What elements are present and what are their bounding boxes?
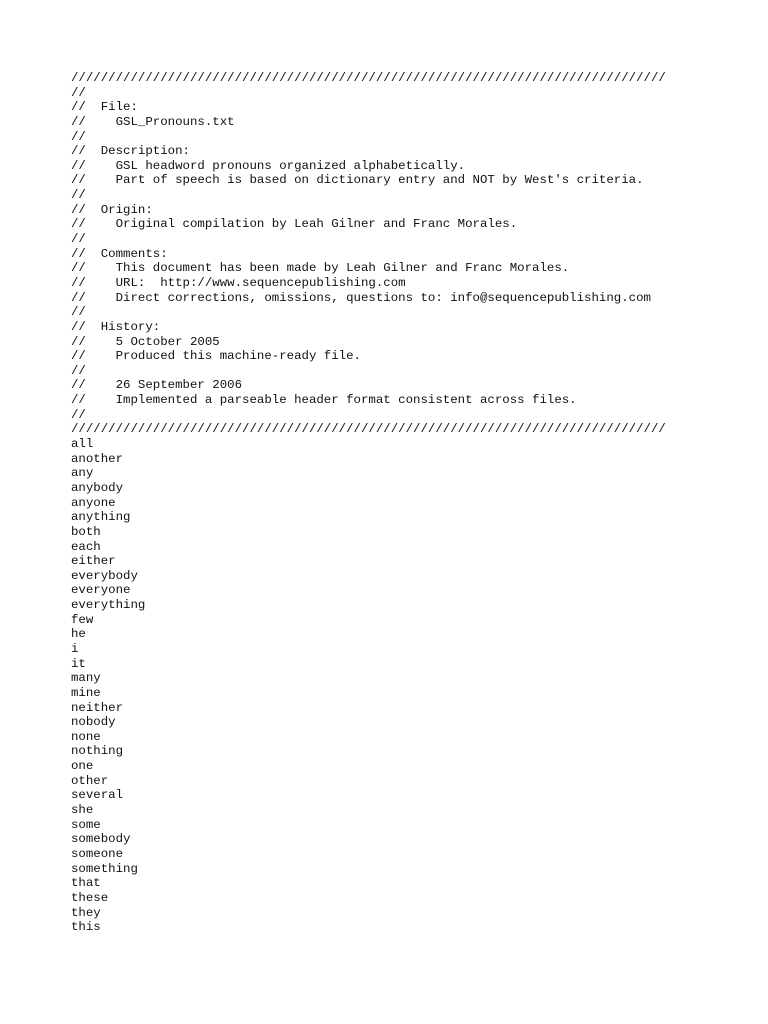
pronoun-entry: everyone (71, 583, 131, 598)
pronoun-entry: these (71, 890, 109, 905)
pronoun-entry: anybody (71, 480, 124, 495)
pronoun-entry: that (71, 876, 101, 891)
header-line: // (71, 407, 86, 422)
header-line: // Description: (71, 144, 190, 159)
header-line: // 5 October 2005 (71, 334, 220, 349)
header-line: // Implemented a parseable header format consistent across files. (71, 393, 577, 408)
pronoun-entry: everything (71, 598, 146, 613)
header-line: // URL: http://www.sequencepublishing.com (71, 275, 406, 290)
header-line: //////////////////////////////////////////////////////////////////////////////// (71, 71, 666, 85)
pronoun-entry: some (71, 817, 101, 832)
pronoun-entry: something (71, 861, 138, 876)
pronoun-entry: other (71, 773, 109, 788)
header-line: // Part of speech is based on dictionary entry and NOT by West's criteria. (71, 173, 644, 188)
header-line: // File: (71, 100, 138, 115)
pronoun-entry: somebody (71, 832, 131, 847)
pronoun-entry: both (71, 524, 101, 539)
header-line: // Produced this machine-ready file. (71, 349, 361, 364)
file-header (71, 71, 751, 437)
header-line: // (71, 85, 86, 100)
header-line: // (71, 232, 86, 247)
header-line: // Comments: (71, 246, 168, 261)
pronoun-list (71, 437, 751, 935)
pronoun-entry: this (71, 920, 101, 935)
pronoun-entry: everybody (71, 568, 138, 583)
pronoun-entry: he (71, 627, 86, 642)
pronoun-entry: all (71, 437, 94, 452)
pronoun-entry: several (71, 788, 124, 803)
header-line: // (71, 305, 86, 320)
header-line: // This document has been made by Leah Gilner and Franc Morales. (71, 261, 570, 276)
document-page (71, 71, 751, 935)
pronoun-entry: nobody (71, 715, 116, 730)
pronoun-entry: they (71, 905, 101, 920)
header-line: // (71, 188, 86, 203)
header-line: // Direct corrections, omissions, questions to: info@sequencepublishing.com (71, 290, 651, 305)
header-line: //////////////////////////////////////////////////////////////////////////////// (71, 422, 666, 437)
pronoun-entry: one (71, 759, 94, 774)
pronoun-entry: none (71, 729, 101, 744)
pronoun-entry: mine (71, 685, 101, 700)
header-line: // 26 September 2006 (71, 378, 243, 393)
pronoun-entry: someone (71, 846, 124, 861)
header-line: // GSL_Pronouns.txt (71, 114, 235, 129)
pronoun-entry: neither (71, 700, 124, 715)
header-line: // Original compilation by Leah Gilner and Franc Morales. (71, 217, 518, 232)
pronoun-entry: she (71, 803, 94, 818)
header-line: // Origin: (71, 202, 153, 217)
pronoun-entry: any (71, 466, 94, 481)
header-line: // GSL headword pronouns organized alphabetically. (71, 158, 466, 173)
header-line: // History: (71, 319, 161, 334)
header-line: // (71, 129, 86, 144)
pronoun-entry: anything (71, 510, 131, 525)
pronoun-entry: many (71, 671, 101, 686)
pronoun-entry: it (71, 656, 86, 671)
pronoun-entry: i (71, 641, 79, 656)
header-line: // (71, 363, 86, 378)
pronoun-entry: another (71, 451, 124, 466)
pronoun-entry: either (71, 554, 116, 569)
pronoun-entry: few (71, 612, 94, 627)
pronoun-entry: each (71, 539, 101, 554)
pronoun-entry: nothing (71, 744, 124, 759)
pronoun-entry: anyone (71, 495, 116, 510)
